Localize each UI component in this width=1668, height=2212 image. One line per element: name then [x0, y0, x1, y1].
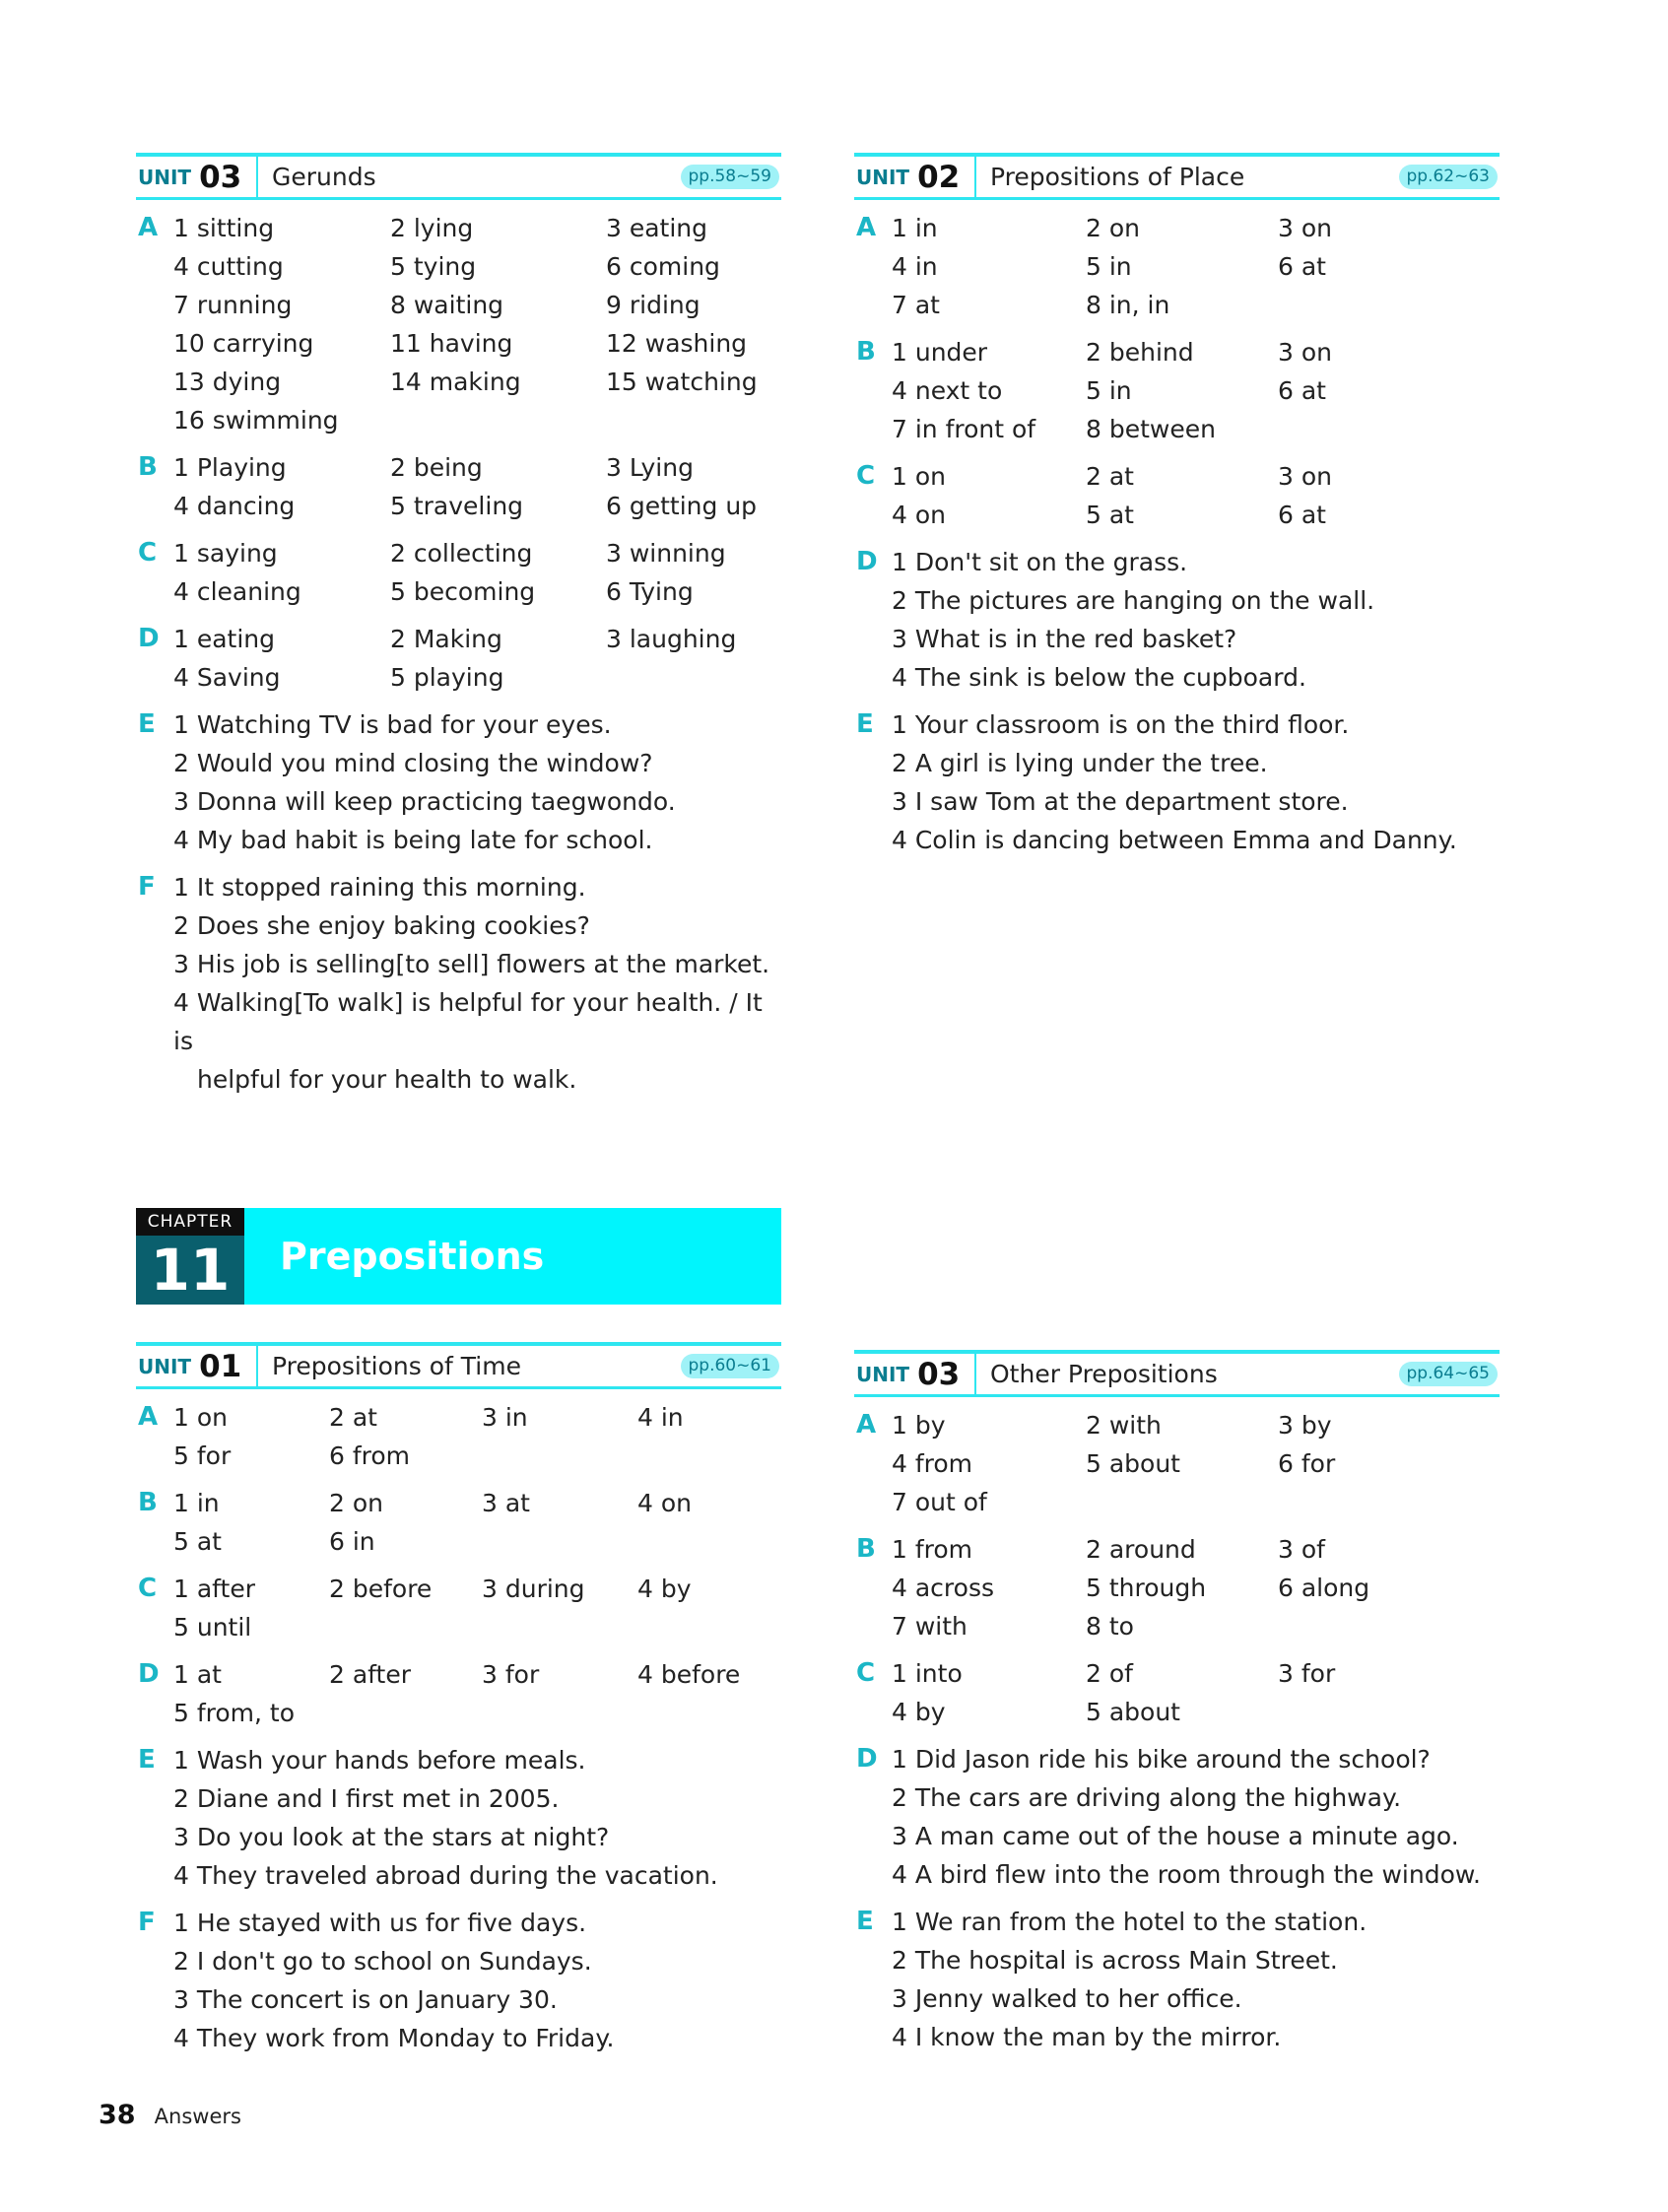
section-a: [136, 209, 781, 439]
sentence: 1 Don't sit on the grass.: [892, 548, 1188, 576]
unit-header: [854, 153, 1500, 200]
answer-item: 5 traveling: [390, 492, 524, 520]
section-letter: F: [138, 872, 156, 902]
section-c: [136, 534, 781, 611]
section-letter: A: [138, 1402, 159, 1432]
answer-item: 5 for: [173, 1441, 232, 1470]
sentence: 3 Donna will keep practicing taegwondo.: [173, 787, 676, 816]
answer-item: 6 getting up: [606, 492, 758, 520]
unit-pages-badge: pp.58~59: [681, 165, 780, 189]
answer-item: 2 being: [390, 453, 483, 482]
answer-grid: [892, 457, 1500, 534]
answer-item: 6 at: [1278, 376, 1326, 405]
section-letter: C: [138, 538, 158, 568]
answer-item: 11 having: [390, 329, 513, 358]
answer-item: 1 saying: [173, 539, 278, 568]
unit-header: [854, 1350, 1500, 1397]
section-c: [854, 457, 1500, 534]
answer-item: 2 at: [1086, 462, 1134, 491]
answer-item: 3 by: [1278, 1411, 1332, 1440]
section-d: [136, 1655, 781, 1732]
section-a: [854, 1406, 1500, 1521]
section-f: [136, 1904, 781, 2057]
unit-header: [136, 1342, 781, 1389]
answer-grid: [892, 1654, 1500, 1731]
answer-item: 4 Saving: [173, 663, 281, 692]
answer-item: 16 swimming: [173, 406, 339, 435]
answer-item: 3 laughing: [606, 625, 737, 653]
section-letter: C: [138, 1574, 158, 1603]
section-a: [136, 1398, 781, 1475]
answer-item: 4 in: [892, 252, 938, 281]
answer-item: 4 by: [892, 1698, 946, 1726]
sentence: 4 Walking[To walk] is helpful for your health. / It is: [173, 988, 763, 1055]
answer-item: 6 in: [329, 1527, 375, 1556]
sentence: 1 We ran from the hotel to the station.: [892, 1908, 1368, 1936]
answer-item: 3 on: [1278, 338, 1332, 367]
sentence: 3 Jenny walked to her office.: [892, 1984, 1242, 2013]
answer-item: 2 collecting: [390, 539, 533, 568]
sentence: 3 What is in the red basket?: [892, 625, 1237, 653]
unit-title: Other Prepositions: [990, 1360, 1218, 1388]
answer-item: 1 after: [173, 1575, 255, 1603]
answer-item: 7 at: [892, 291, 940, 319]
chapter-number: 11: [150, 1237, 231, 1304]
sentence: 2 The pictures are hanging on the wall.: [892, 586, 1375, 615]
answer-item: 6 for: [1278, 1449, 1336, 1478]
answer-grid: [173, 448, 781, 525]
answer-item: 8 waiting: [390, 291, 504, 319]
sentence: 1 Watching TV is bad for your eyes.: [173, 710, 612, 739]
answer-grid: [173, 1398, 781, 1475]
answer-item: 2 at: [329, 1403, 377, 1432]
answer-item: 4 in: [637, 1403, 684, 1432]
sentence: 4 They work from Monday to Friday.: [173, 2024, 615, 2052]
unit-number: 03: [917, 1356, 961, 1392]
answer-item: 6 Tying: [606, 577, 694, 606]
answer-item: 7 in front of: [892, 415, 1036, 443]
answer-grid: [892, 209, 1500, 324]
answer-item: 2 Making: [390, 625, 502, 653]
unit-number: 03: [199, 159, 242, 195]
answer-item: 4 cleaning: [173, 577, 301, 606]
answer-item: 3 for: [1278, 1659, 1336, 1688]
answer-item: 3 on: [1278, 214, 1332, 242]
answer-item: 2 around: [1086, 1535, 1196, 1564]
sentence-list: [173, 1904, 781, 2057]
answer-item: 15 watching: [606, 368, 758, 396]
section-letter: D: [856, 1744, 878, 1774]
answer-item: 3 in: [482, 1403, 528, 1432]
sentence-list: [173, 705, 781, 859]
section-d: [136, 620, 781, 697]
section-letter: E: [138, 1745, 156, 1775]
answer-item: 5 at: [1086, 501, 1134, 529]
section-letter: B: [856, 1534, 876, 1564]
sentence: 2 The cars are driving along the highway.: [892, 1783, 1402, 1812]
section-c: [136, 1570, 781, 1646]
section-b: [854, 333, 1500, 448]
sentence: 4 Colin is dancing between Emma and Danny.: [892, 826, 1457, 854]
sentence-list: [892, 705, 1500, 859]
answer-item: 1 on: [173, 1403, 228, 1432]
answer-item: 3 for: [482, 1660, 540, 1689]
section-letter: E: [138, 709, 156, 739]
chapter-word: CHAPTER: [136, 1208, 244, 1236]
sentence: 4 They traveled abroad during the vacation.: [173, 1861, 718, 1890]
footer-label: Answers: [154, 2105, 241, 2128]
unit-prepositions-of-time: [136, 1342, 781, 2057]
answer-item: 3 of: [1278, 1535, 1325, 1564]
sentence: 3 Do you look at the stars at night?: [173, 1823, 610, 1851]
answer-grid: [173, 1570, 781, 1646]
answer-item: 10 carrying: [173, 329, 314, 358]
unit-title: Prepositions of Time: [272, 1352, 521, 1380]
answer-item: 4 dancing: [173, 492, 296, 520]
answer-item: 2 on: [1086, 214, 1140, 242]
page-footer: [99, 2100, 241, 2130]
sentence-list: [892, 1740, 1500, 1894]
unit-word: UNIT: [138, 1354, 192, 1378]
section-letter: C: [856, 1658, 876, 1688]
section-e: [136, 1741, 781, 1895]
unit-word: UNIT: [856, 1362, 910, 1386]
section-letter: A: [856, 213, 877, 242]
answer-item: 4 from: [892, 1449, 973, 1478]
sentence: 1 He stayed with us for five days.: [173, 1909, 587, 1937]
answer-item: 4 cutting: [173, 252, 284, 281]
answer-item: 1 from: [892, 1535, 973, 1564]
sentence: 3 His job is selling[to sell] flowers at the market.: [173, 950, 770, 978]
sentence: 1 Did Jason ride his bike around the school?: [892, 1745, 1431, 1774]
answer-item: 4 on: [892, 501, 946, 529]
answer-item: 6 from: [329, 1441, 411, 1470]
sentence-list: [173, 1741, 781, 1895]
answer-item: 1 in: [892, 214, 938, 242]
section-letter: C: [856, 461, 876, 491]
unit-pages-badge: pp.60~61: [681, 1354, 780, 1378]
answer-item: 12 washing: [606, 329, 748, 358]
answer-grid: [892, 333, 1500, 448]
answer-item: 1 eating: [173, 625, 276, 653]
answer-item: 5 playing: [390, 663, 504, 692]
answer-item: 3 eating: [606, 214, 708, 242]
answer-item: 7 running: [173, 291, 293, 319]
answer-item: 7 out of: [892, 1488, 987, 1516]
unit-label: [136, 157, 258, 197]
answer-item: 5 at: [173, 1527, 222, 1556]
answer-grid: [892, 1406, 1500, 1521]
page-number: 38: [99, 2100, 136, 2130]
sentence: 2 A girl is lying under the tree.: [892, 749, 1268, 777]
answer-item: 5 about: [1086, 1698, 1180, 1726]
sentence: 1 Wash your hands before meals.: [173, 1746, 586, 1775]
unit-prepositions-of-place: [854, 153, 1500, 859]
sentence: 2 The hospital is across Main Street.: [892, 1946, 1338, 1975]
sentence: 4 The sink is below the cupboard.: [892, 663, 1306, 692]
answer-grid: [892, 1530, 1500, 1645]
unit-number: 02: [917, 159, 961, 195]
sentence: 3 I saw Tom at the department store.: [892, 787, 1349, 816]
sentence: helpful for your health to walk.: [197, 1065, 577, 1094]
unit-label: [136, 1346, 258, 1386]
section-e: [136, 705, 781, 859]
sentence-list: [173, 868, 781, 1099]
section-letter: E: [856, 709, 874, 739]
section-a: [854, 209, 1500, 324]
answer-item: 5 until: [173, 1613, 252, 1642]
section-letter: D: [138, 624, 160, 653]
answer-item: 7 with: [892, 1612, 967, 1641]
answer-item: 4 by: [637, 1575, 692, 1603]
sentence-list: [892, 1903, 1500, 2056]
answer-item: 1 Playing: [173, 453, 287, 482]
unit-label: [854, 157, 976, 197]
answer-grid: [173, 534, 781, 611]
answer-item: 9 riding: [606, 291, 701, 319]
answer-item: 4 across: [892, 1574, 994, 1602]
section-f: [136, 868, 781, 1099]
unit-label: [854, 1354, 976, 1394]
section-letter: A: [856, 1410, 877, 1440]
section-d: [854, 1740, 1500, 1894]
section-b: [136, 448, 781, 525]
section-b: [136, 1484, 781, 1561]
section-e: [854, 1903, 1500, 2056]
answer-item: 1 into: [892, 1659, 963, 1688]
answer-item: 14 making: [390, 368, 521, 396]
answer-item: 3 on: [1278, 462, 1332, 491]
answer-item: 5 through: [1086, 1574, 1207, 1602]
section-letter: B: [856, 337, 876, 367]
unit-other-prepositions: [854, 1350, 1500, 2056]
answer-item: 6 at: [1278, 501, 1326, 529]
answer-item: 5 from, to: [173, 1699, 296, 1727]
sentence: 3 A man came out of the house a minute ago.: [892, 1822, 1459, 1850]
section-d: [854, 543, 1500, 697]
answer-item: 6 along: [1278, 1574, 1370, 1602]
sentence: 1 Your classroom is on the third floor.: [892, 710, 1350, 739]
chapter-badge: [136, 1208, 244, 1305]
section-letter: A: [138, 213, 159, 242]
answer-item: 5 in: [1086, 252, 1132, 281]
answer-item: 1 by: [892, 1411, 946, 1440]
unit-pages-badge: pp.64~65: [1399, 1362, 1499, 1386]
section-b: [854, 1530, 1500, 1645]
answer-item: 6 at: [1278, 252, 1326, 281]
sentence: 3 The concert is on January 30.: [173, 1985, 558, 2014]
sentence: 2 Would you mind closing the window?: [173, 749, 653, 777]
answer-item: 3 winning: [606, 539, 726, 568]
answer-item: 1 at: [173, 1660, 222, 1689]
answer-item: 5 tying: [390, 252, 477, 281]
answer-item: 2 of: [1086, 1659, 1133, 1688]
section-letter: E: [856, 1907, 874, 1936]
section-letter: B: [138, 452, 158, 482]
answer-item: 2 after: [329, 1660, 411, 1689]
answer-item: 1 sitting: [173, 214, 275, 242]
answer-grid: [173, 209, 781, 439]
answer-item: 2 with: [1086, 1411, 1162, 1440]
answer-item: 4 next to: [892, 376, 1003, 405]
sentence: 2 Diane and I first met in 2005.: [173, 1784, 560, 1813]
answer-item: 8 between: [1086, 415, 1216, 443]
unit-pages-badge: pp.62~63: [1399, 165, 1499, 189]
sentence: 2 I don't go to school on Sundays.: [173, 1947, 592, 1976]
sentence: 2 Does she enjoy baking cookies?: [173, 911, 590, 940]
section-letter: B: [138, 1488, 158, 1517]
chapter-banner: [136, 1208, 781, 1305]
answer-item: 3 Lying: [606, 453, 694, 482]
section-letter: F: [138, 1908, 156, 1937]
answer-item: 2 lying: [390, 214, 474, 242]
unit-header: [136, 153, 781, 200]
section-letter: D: [138, 1659, 160, 1689]
answer-item: 8 in, in: [1086, 291, 1170, 319]
sentence-list: [892, 543, 1500, 697]
answer-item: 4 before: [637, 1660, 741, 1689]
unit-title: Prepositions of Place: [990, 163, 1245, 191]
answer-item: 5 becoming: [390, 577, 536, 606]
unit-title: Gerunds: [272, 163, 376, 191]
answer-item: 2 before: [329, 1575, 433, 1603]
answer-item: 1 in: [173, 1489, 220, 1517]
section-letter: D: [856, 547, 878, 576]
answer-item: 8 to: [1086, 1612, 1134, 1641]
sentence: 1 It stopped raining this morning.: [173, 873, 586, 902]
answer-grid: [173, 1484, 781, 1561]
answer-item: 6 coming: [606, 252, 720, 281]
answer-item: 2 behind: [1086, 338, 1194, 367]
answer-item: 1 under: [892, 338, 988, 367]
answer-item: 5 about: [1086, 1449, 1180, 1478]
chapter-title: Prepositions: [280, 1235, 545, 1278]
sentence: 4 My bad habit is being late for school.: [173, 826, 653, 854]
answer-item: 5 in: [1086, 376, 1132, 405]
unit-word: UNIT: [138, 165, 192, 189]
answer-item: 1 on: [892, 462, 946, 491]
unit-gerunds: [136, 153, 781, 1099]
answer-item: 13 dying: [173, 368, 282, 396]
section-c: [854, 1654, 1500, 1731]
sentence: 4 I know the man by the mirror.: [892, 2023, 1282, 2051]
answer-item: 3 at: [482, 1489, 530, 1517]
sentence: 4 A bird flew into the room through the window.: [892, 1860, 1481, 1889]
answer-grid: [173, 1655, 781, 1732]
unit-number: 01: [199, 1348, 242, 1384]
section-e: [854, 705, 1500, 859]
answer-item: 3 during: [482, 1575, 585, 1603]
unit-word: UNIT: [856, 165, 910, 189]
answer-item: 4 on: [637, 1489, 692, 1517]
answer-item: 2 on: [329, 1489, 383, 1517]
answer-grid: [173, 620, 781, 697]
